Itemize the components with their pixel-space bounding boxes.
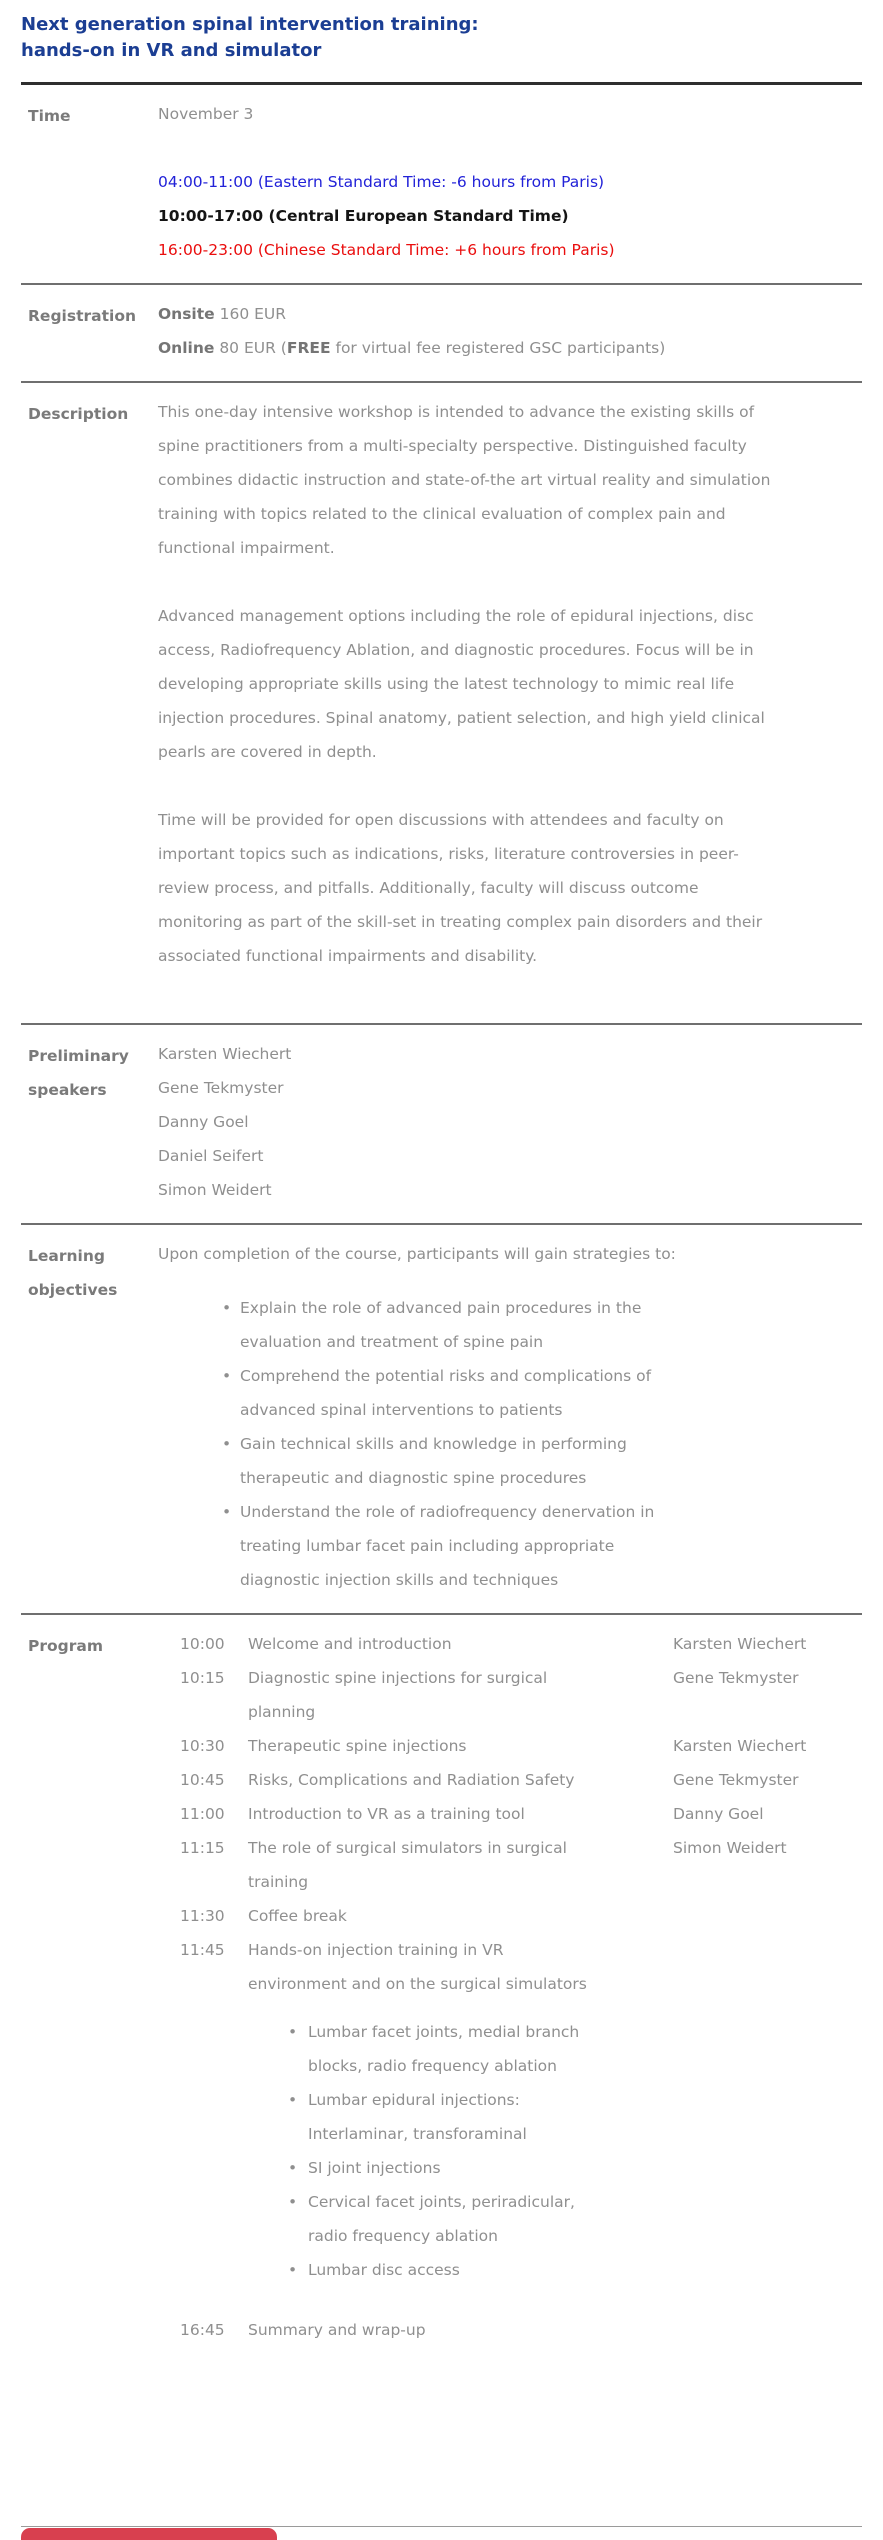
description-content (158, 395, 862, 1007)
objectives-label: Learning objectives (28, 1247, 118, 1299)
speaker-name: Karsten Wiechert (158, 1045, 292, 1063)
program-item-topic: Coffee break (248, 1907, 347, 1925)
program-item-time: 11:30 (180, 1907, 225, 1925)
speaker-name: Daniel Seifert (158, 1147, 264, 1165)
timezone-line: 10:00-17:00 (Central European Standard Time) (158, 207, 569, 225)
program-item-time: 10:15 (180, 1669, 225, 1687)
speaker-name: Simon Weidert (158, 1181, 272, 1199)
program-closing-time: 16:45 (180, 2321, 225, 2339)
online-label: Online (158, 339, 215, 357)
hands-on-bullet: • Lumbar facet joints, medial branch blocks, radio frequency ablation (288, 2015, 598, 2083)
program-item-speaker: Karsten Wiechert (673, 1635, 807, 1653)
timezone-line: 04:00-11:00 (Eastern Standard Time: -6 hours from Paris) (158, 173, 605, 191)
program-closing-topic: Summary and wrap-up (248, 2321, 426, 2339)
program-item-speaker: Gene Tekmyster (673, 1669, 799, 1687)
program-item-speaker (673, 1899, 862, 1933)
hands-on-bullet: • SI joint injections (288, 2151, 598, 2185)
section-program (21, 1615, 862, 2363)
registration-content (158, 297, 862, 365)
program-item (158, 1627, 862, 1661)
speaker-name: Danny Goel (158, 1113, 249, 1131)
program-item-speaker: Danny Goel (673, 1805, 764, 1823)
program-content (158, 1627, 862, 2347)
objective-item: • Comprehend the potential risks and complications of advanced spinal interventions to patients (222, 1359, 695, 1427)
hands-on-bullet: • Cervical facet joints, periradicular, radio frequency ablation (288, 2185, 598, 2253)
program-item-topic: Diagnostic spine injections for surgical planning (248, 1669, 548, 1721)
program-item (158, 1763, 862, 1797)
speakers-label: Preliminary speakers (28, 1047, 129, 1099)
page-title-line2: hands-on in VR and simulator (21, 40, 322, 61)
objectives-intro: Upon completion of the course, participants will gain strategies to: (158, 1245, 676, 1263)
program-item (158, 1729, 862, 1763)
program-schedule (158, 1627, 862, 2001)
hands-on-bullet: • Lumbar disc access (288, 2253, 598, 2287)
program-closing-item (158, 2313, 862, 2347)
description-paragraph: Advanced management options including the role of epidural injections, disc access, Radiofrequency Ablation, and diagnostic procedures. Focus will be in developing appropriate skills using the latest technology to mimic real life injection procedures. Spinal anatomy, patient selection, and high yield clinical pearls are covered in depth. (158, 607, 765, 761)
program-item-topic: The role of surgical simulators in surgical training (248, 1839, 567, 1891)
time-content (158, 97, 862, 267)
description-paragraph: This one-day intensive workshop is intended to advance the existing skills of spine practitioners from a multi-specialty perspective. Distinguished faculty combines didactic instruction and state-of-the art virtual reality and simulation training with topics related to the clinical evaluation of complex pain and functional impairment. (158, 403, 771, 557)
program-item (158, 1899, 862, 1933)
program-item-time: 10:45 (180, 1771, 225, 1789)
time-label: Time (28, 107, 71, 125)
description-label: Description (28, 405, 129, 423)
objectives-content (158, 1237, 862, 1597)
program-label: Program (28, 1637, 104, 1655)
section-objectives (21, 1225, 862, 1613)
program-item-speaker: Karsten Wiechert (673, 1737, 807, 1755)
online-free-label: FREE (286, 339, 331, 357)
program-item-time: 11:15 (180, 1839, 225, 1857)
program-item-time: 11:00 (180, 1805, 225, 1823)
registration-onsite (158, 297, 862, 331)
program-item-time: 10:00 (180, 1635, 225, 1653)
description-paragraph: Time will be provided for open discussions with attendees and faculty on important topics such as indications, risks, literature controversies in peer-review process, and pitfalls. Additionally, faculty will discuss outcome monitoring as part of the skill-set in treating complex pain disorders and their associated functional impairments and disability. (158, 811, 763, 965)
online-price-suffix: for virtual fee registered GSC participants) (330, 339, 666, 357)
timezone-line: 16:00-23:00 (Chinese Standard Time: +6 hours from Paris) (158, 241, 615, 259)
program-item (158, 1661, 862, 1729)
cta-button[interactable] (21, 2528, 277, 2540)
online-price-prefix: 80 EUR ( (214, 339, 287, 357)
hands-on-bullet-list (288, 2015, 862, 2287)
program-item-speaker: Simon Weidert (673, 1839, 787, 1857)
event-date: November 3 (158, 105, 254, 123)
registration-online (158, 331, 862, 365)
timezone-list (158, 165, 862, 267)
program-item-speaker: Gene Tekmyster (673, 1771, 799, 1789)
objectives-list (158, 1291, 862, 1597)
objective-item: • Understand the role of radiofrequency denervation in treating lumbar facet pain including appropriate diagnostic injection skills and techniques (222, 1495, 695, 1597)
section-speakers (21, 1025, 862, 1223)
objective-item: • Gain technical skills and knowledge in performing therapeutic and diagnostic spine procedures (222, 1427, 695, 1495)
program-item (158, 1831, 862, 1899)
objective-item: • Explain the role of advanced pain procedures in the evaluation and treatment of spine pain (222, 1291, 695, 1359)
program-item-topic: Hands-on injection training in VR environment and on the surgical simulators (248, 1941, 587, 1993)
onsite-price: 160 EUR (214, 305, 287, 323)
program-item (158, 1933, 862, 2001)
onsite-label: Onsite (158, 305, 215, 323)
speaker-name: Gene Tekmyster (158, 1079, 284, 1097)
page-title-line1: Next generation spinal intervention training: (21, 14, 479, 35)
section-description (21, 383, 862, 1023)
program-item-time: 10:30 (180, 1737, 225, 1755)
program-item (158, 1797, 862, 1831)
program-item-topic: Welcome and introduction (248, 1635, 452, 1653)
program-item-time: 11:45 (180, 1941, 225, 1959)
program-item-topic: Risks, Complications and Radiation Safety (248, 1771, 575, 1789)
program-item-topic: Introduction to VR as a training tool (248, 1805, 525, 1823)
registration-label: Registration (28, 307, 137, 325)
page-footer (21, 2526, 862, 2540)
separator-bottom (21, 2526, 862, 2527)
hands-on-bullet: • Lumbar epidural injections: Interlaminar, transforaminal (288, 2083, 598, 2151)
section-registration (21, 285, 862, 381)
page-title (21, 12, 862, 64)
program-item-topic: Therapeutic spine injections (248, 1737, 467, 1755)
speakers-content (158, 1037, 862, 1207)
section-time (21, 85, 862, 283)
program-item-speaker (673, 1933, 862, 2001)
